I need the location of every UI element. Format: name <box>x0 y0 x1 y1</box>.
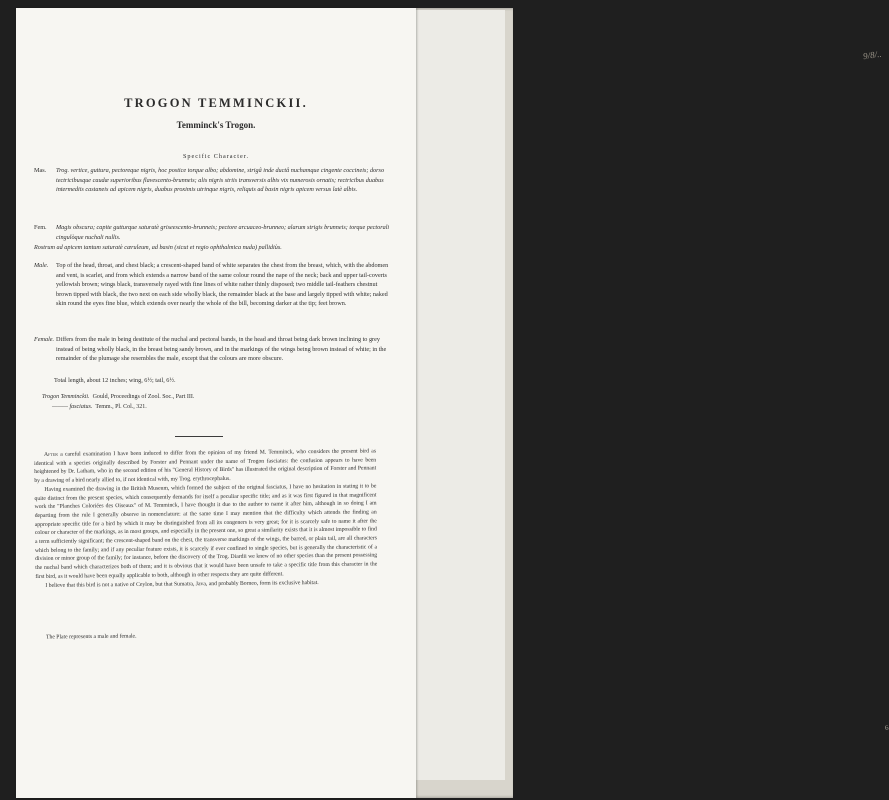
diagnosis-text: Trog. vertice, guttura, pectoreque nigris, hoc postice torque albo; abdomine, strigâ inde ductâ nuchamque cingente coccineis; dorso tectricibusque caudæ superioribus flavescento-brunneis; alis nigris striis transversis albis vix numerosis ornatis; rectricibus duabus intermediis castaneis ad apicem nigris, duabus proximis utrinque nigris, reliquis ad basin nigris apicem versus latè albis. <box>56 167 385 194</box>
reference-name: ——— fasciatus. <box>52 404 93 410</box>
pencil-folio-note: 9/8/.. <box>862 48 883 62</box>
specific-character-heading: Specific Character. <box>182 153 250 160</box>
reference-citation: Gould, Proceedings of Zool. Soc., Part III. <box>92 394 195 400</box>
book-page <box>16 8 416 798</box>
lead-word: After <box>44 451 58 458</box>
description-text: Differs from the male in being destitute of the nuchal and pectoral bands, in the head and throat being dark brown inclining to grey instead of being wholly black, in the breast being sandy brown, and in the markings of the wings being brown instead of white; in the remainder of the plumage she resembles the male, except that the colours are more obscure. <box>56 336 387 363</box>
description-label: Female. <box>34 336 55 343</box>
reference-line <box>52 404 147 410</box>
description-female <box>34 335 394 364</box>
description-male <box>34 261 394 309</box>
body-paragraph: I believe that this bird is not a native of Ceylon, but that Sumatra, Java, and probably Borneo, form its exclusive habitat. <box>45 579 319 589</box>
diagnosis-bill <box>34 243 372 253</box>
pencil-edge-note: 6 <box>884 723 889 733</box>
plate-note: The Plate represents a male and female. <box>45 633 137 641</box>
diagnosis-text: Rostrum ad apicem tantum saturatè cæruleum, ad basin (sicut et regio ophthalmica nuda) pallidiùs. <box>34 244 282 251</box>
measurements: Total length, about 12 inches; wing, 6½; tail, 6½. <box>54 377 176 384</box>
page-title: TROGON TEMMINCKII. <box>124 96 308 110</box>
diagnosis-label: Fem. <box>34 224 47 231</box>
body-paragraph: Having examined the drawing in the British Museum, which formed the subject of the original fasciatus, I have no hesitation in stating it to be quite distinct from the present species, which consequently demands for itself a peculiar specific title; and as it was first figured in that magnificent work the "Planches Coloriées des Oiseaux" of M. Temminck, I have thought it due to the author to name it after him, although in so doing I am departing from the rule I generally observe in nomenclature: at the same time I may mention that the difficulty which attends the finding an appropriate specific title for a bird by which it may be distinguished from all its congeners is very great; for it is scarcely safe to name it after the colour or character of the markings, as in most groups, and especially in the present one, so great a similarity exists that it is almost impossible to find a term sufficiently significant; the crescent-shaped band on the chest, the transverse markings of the wings, the barred, or plain tail, are all characters which belong to the family; and if any peculiar feature exists, it is scarcely if ever confined to single species, but is generally the characteristic of a division or minor group of the family; for instance, before the discovery of the Trog. Diardii we knew of no other species than the present possessing the nuchal band which characterizes both of them; and it is obvious that it would have been unsafe to take a specific title from this character in the first bird, as it would have been equally applicable to both, although in other respects they are quite different. <box>34 483 378 580</box>
reference-citation: Temm., Pl. Col., 321. <box>95 404 147 410</box>
reference-line <box>42 394 194 400</box>
section-divider <box>175 436 223 437</box>
reference-name: Trogon Temminckii. <box>42 394 90 400</box>
interleaf-strip <box>408 10 889 780</box>
body-paragraph: After a careful examination I have been induced to differ from the opinion of my friend M. Temminck, who considers the present bird as identical with a species originally described by Forster and Pennant under the name of Trogon fasciatus: the confusion appears to have been heightened by Dr. Latham, who in the second edition of his "General History of Birds" has illustrated the original description of Forster and Pennant by a drawing of a bird nearly allied to, if not identical with, my Trog. erythrocephalus. <box>34 448 377 485</box>
description-text: Top of the head, throat, and chest black; a crescent-shaped band of white separates the chest from the breast, which, with the abdomen and vent, is scarlet, and from which extends a narrow band of the same colour round the nape of the neck; back and upper tail-coverts yellowish brown; wings black, transversely rayed with fine lines of white rather thinly disposed; two middle tail-feathers chestnut brown tipped with black, the two next on each side wholly black, the remainder black at the base and largely tipped with white; naked skin round the eyes fine blue, which extends over nearly the whole of the bill, becoming darker at the tip; feet brown. <box>56 262 389 308</box>
page-subtitle: Temminck's Trogon. <box>176 120 256 130</box>
diagnosis-male <box>34 166 394 195</box>
description-label: Male. <box>34 262 49 269</box>
diagnosis-text: Magis obscura; capite gutturque saturatè griseescento-brunneis; pectore arcuaceo-brunneo; alarum strigis brunneis; torque pectorali cingulòque nuchali nullis. <box>56 224 390 241</box>
diagnosis-label: Mas. <box>34 167 47 174</box>
diagnosis-female <box>34 223 394 242</box>
body-text <box>34 447 377 590</box>
